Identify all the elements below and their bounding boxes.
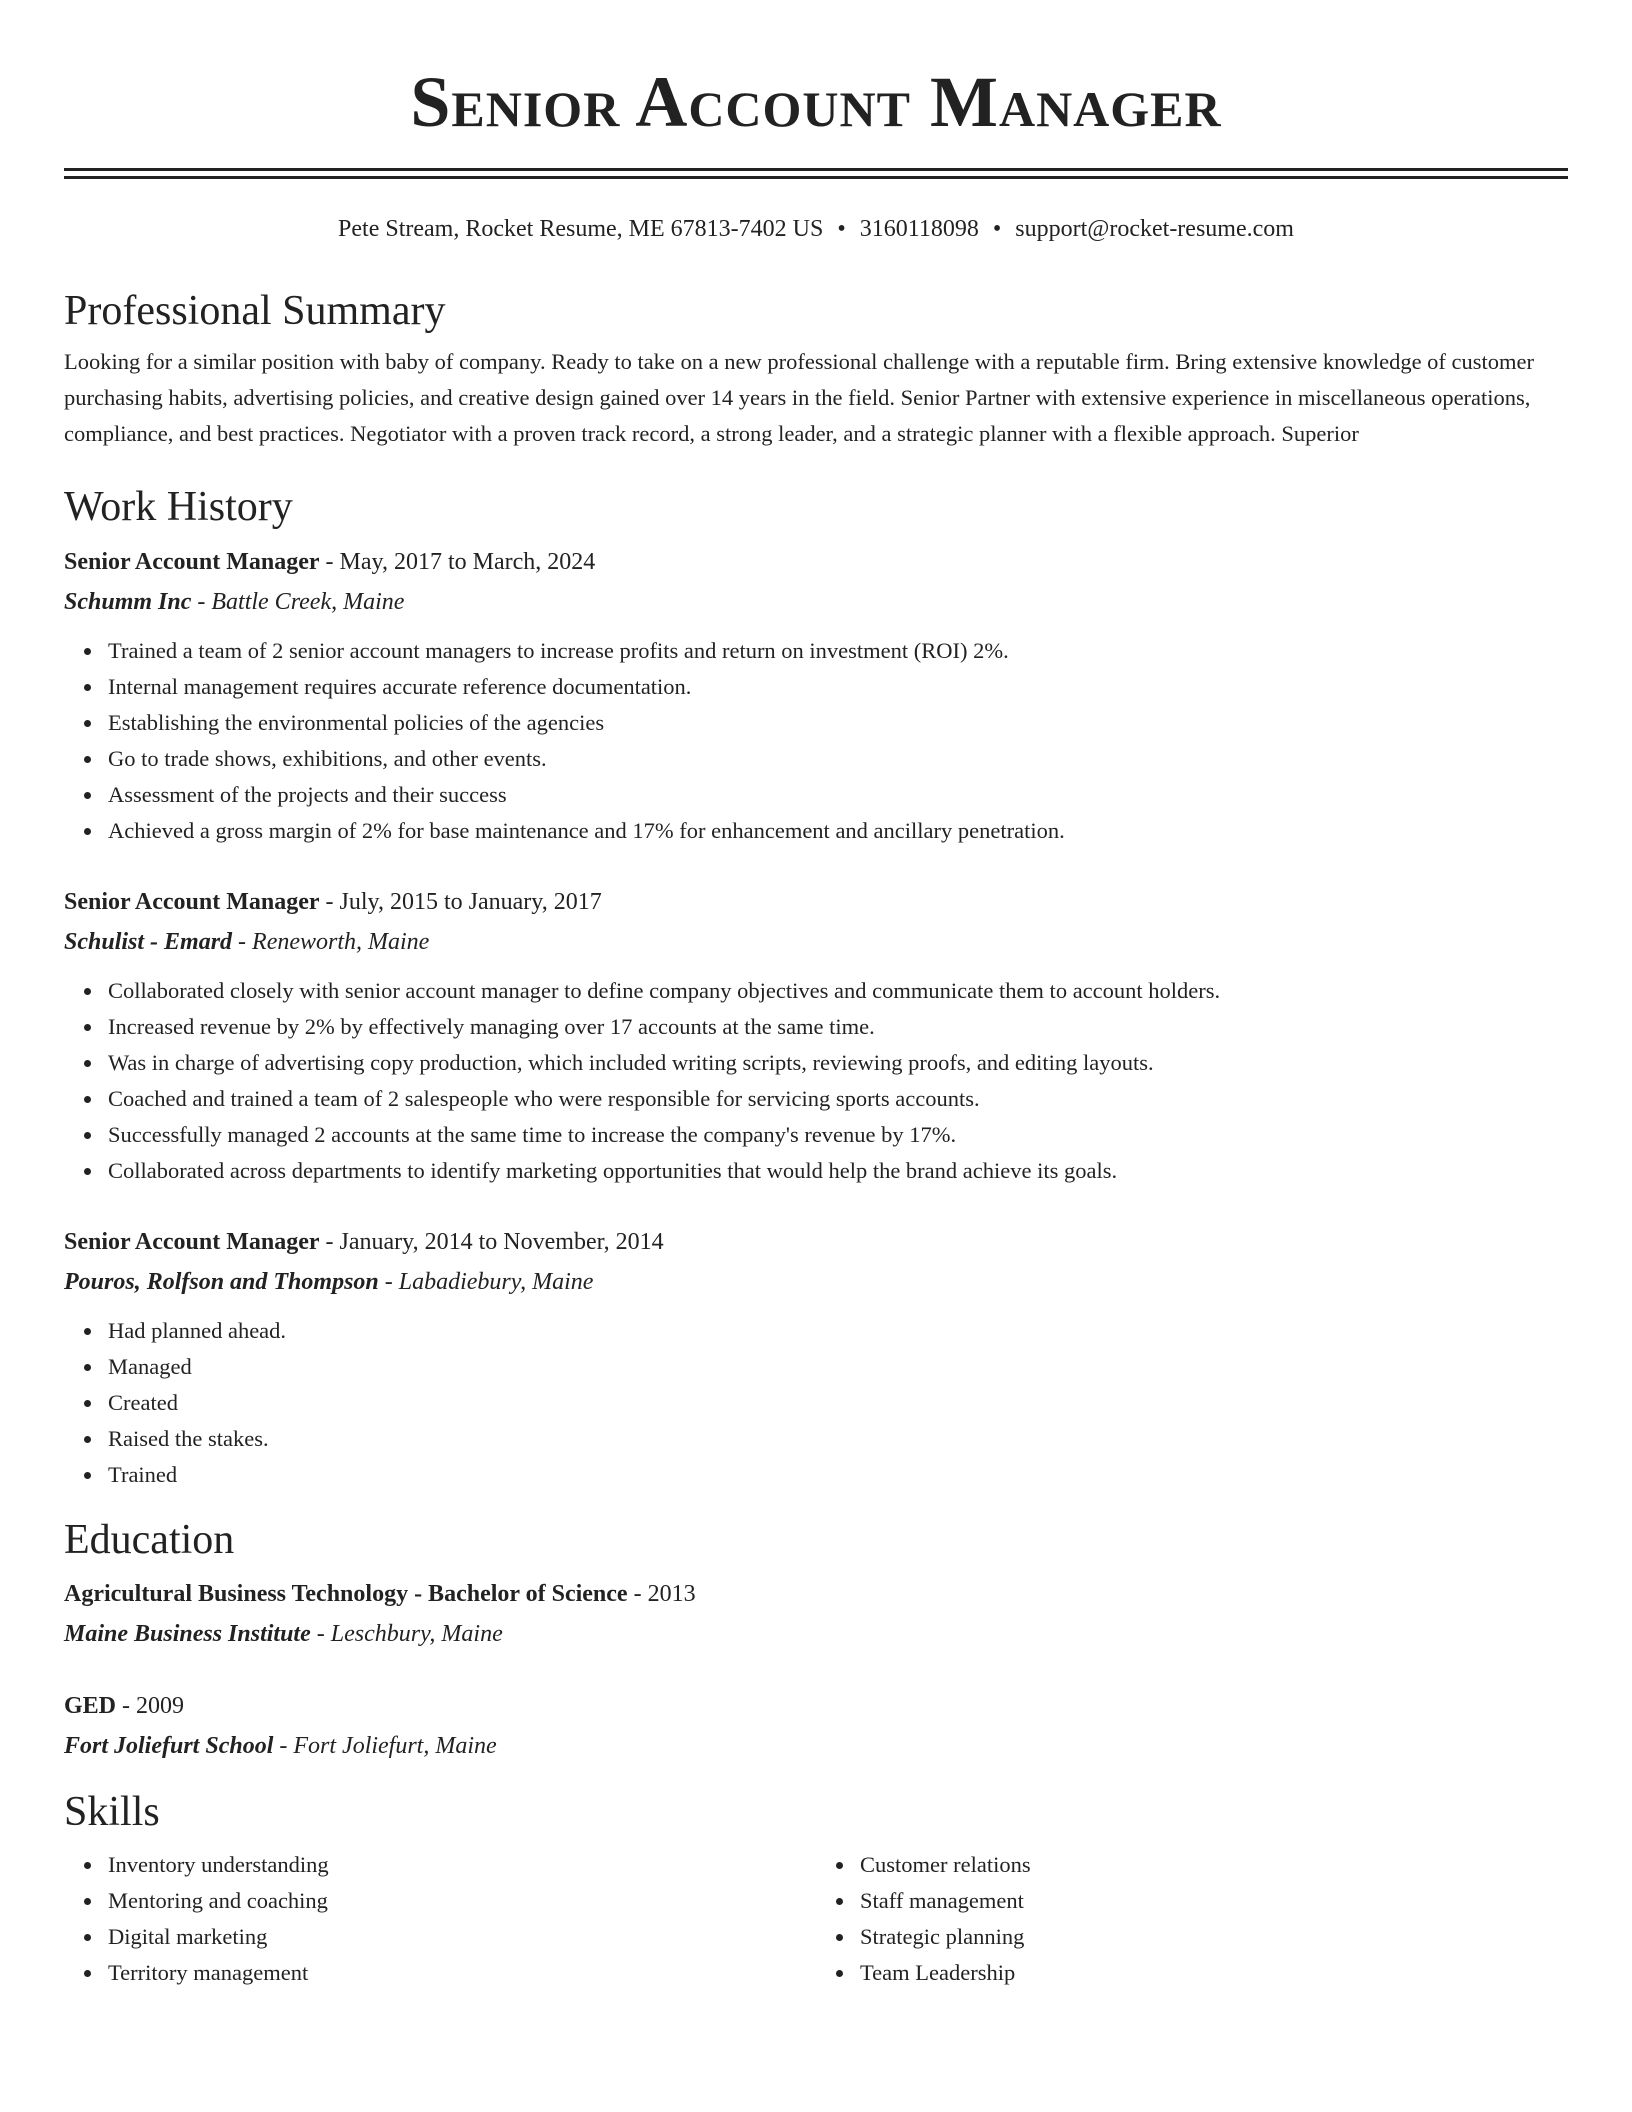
job-title-line	[64, 543, 1568, 581]
job-employer-line	[64, 1263, 1568, 1301]
skill-item: Customer relations	[860, 1847, 1568, 1883]
contact-email: support@rocket-resume.com	[1015, 216, 1294, 242]
job-location: - Battle Creek, Maine	[191, 588, 405, 615]
contact-separator: •	[837, 216, 846, 242]
school-location: - Leschbury, Maine	[310, 1620, 503, 1647]
list-item: Collaborated closely with senior account manager to define company objectives and communicate them to account holders.	[108, 973, 1568, 1009]
list-item: Had planned ahead.	[108, 1313, 1568, 1349]
skills-left-column	[64, 1847, 816, 1991]
job-dates: - May, 2017 to March, 2024	[319, 548, 596, 575]
job-employer-line	[64, 583, 1568, 621]
education-entry	[64, 1687, 1568, 1765]
contact-line	[64, 215, 1568, 244]
resume-page	[64, 0, 1568, 1991]
job-dates: - January, 2014 to November, 2014	[319, 1228, 664, 1255]
skill-item: Inventory understanding	[108, 1847, 816, 1883]
job-bullets	[64, 633, 1568, 849]
school-line	[64, 1615, 1568, 1653]
school-location: - Fort Joliefurt, Maine	[273, 1732, 497, 1759]
title-divider-bottom	[64, 176, 1568, 179]
contact-phone: 3160118098	[859, 216, 979, 242]
summary-text: Looking for a similar position with baby of company. Ready to take on a new professional challenge with a reputable firm. Bring extensive knowledge of customer purchasing habits, advertising policies, and creative design gained over 14 years in the field. Senior Partner with extensive experience in miscellaneous operations, compliance, and best practices. Negotiator with a proven track record, a strong leader, and a strategic planner with a flexible approach. Superior	[64, 349, 1535, 447]
contact-separator: •	[992, 216, 1002, 242]
school-line	[64, 1727, 1568, 1765]
graduation-year: - 2009	[116, 1692, 185, 1719]
job-title: Senior Account Manager	[64, 888, 320, 915]
school-name: Maine Business Institute	[64, 1620, 311, 1647]
list-item: Was in charge of advertising copy production, which included writing scripts, reviewing proofs, and editing layouts.	[108, 1045, 1568, 1081]
skill-item: Mentoring and coaching	[108, 1883, 816, 1919]
page-title: Senior Account Manager	[410, 62, 1222, 142]
job-title: Senior Account Manager	[64, 548, 320, 575]
list-item: Trained a team of 2 senior account managers to increase profits and return on investment (ROI) 2%.	[108, 633, 1568, 669]
list-item: Trained	[108, 1457, 1568, 1493]
job-company: Pouros, Rolfson and Thompson	[64, 1268, 379, 1295]
list-item: Go to trade shows, exhibitions, and other events.	[108, 741, 1568, 777]
skill-item: Strategic planning	[860, 1919, 1568, 1955]
degree-line	[64, 1687, 1568, 1725]
job-company: Schulist - Emard	[64, 928, 233, 955]
skills-right-column	[816, 1847, 1568, 1991]
work-history-heading: Work History	[64, 484, 293, 531]
title-divider-top	[64, 168, 1568, 171]
list-item: Collaborated across departments to identify marketing opportunities that would help the brand achieve its goals.	[108, 1153, 1568, 1189]
list-item: Successfully managed 2 accounts at the same time to increase the company's revenue by 17%.	[108, 1117, 1568, 1153]
job-company: Schumm Inc	[64, 588, 192, 615]
list-item: Raised the stakes.	[108, 1421, 1568, 1457]
job-title-line	[64, 883, 1568, 921]
summary-heading: Professional Summary	[64, 287, 446, 334]
skills-columns	[64, 1847, 1568, 1991]
degree-line	[64, 1575, 1568, 1613]
job-location: - Reneworth, Maine	[232, 928, 430, 955]
job-entry	[64, 883, 1568, 1189]
list-item: Increased revenue by 2% by effectively managing over 17 accounts at the same time.	[108, 1009, 1568, 1045]
degree: GED	[64, 1692, 117, 1719]
degree: Agricultural Business Technology - Bachelor of Science	[64, 1580, 628, 1607]
job-bullets	[64, 1313, 1568, 1493]
job-employer-line	[64, 923, 1568, 961]
job-entry	[64, 543, 1568, 849]
skills-heading: Skills	[64, 1788, 160, 1835]
graduation-year: - 2013	[627, 1580, 696, 1607]
list-item: Managed	[108, 1349, 1568, 1385]
education-heading: Education	[64, 1516, 235, 1563]
list-item: Internal management requires accurate reference documentation.	[108, 669, 1568, 705]
contact-address: Pete Stream, Rocket Resume, ME 67813-7402 US	[338, 216, 824, 242]
list-item: Assessment of the projects and their success	[108, 777, 1568, 813]
school-name: Fort Joliefurt School	[64, 1732, 274, 1759]
job-dates: - July, 2015 to January, 2017	[319, 888, 602, 915]
list-item: Establishing the environmental policies of the agencies	[108, 705, 1568, 741]
skill-item: Territory management	[108, 1955, 816, 1991]
skill-item: Staff management	[860, 1883, 1568, 1919]
job-bullets	[64, 973, 1568, 1189]
job-location: - Labadiebury, Maine	[378, 1268, 594, 1295]
list-item: Achieved a gross margin of 2% for base maintenance and 17% for enhancement and ancillary penetration.	[108, 813, 1568, 849]
job-title-line	[64, 1223, 1568, 1261]
job-entry	[64, 1223, 1568, 1493]
education-entry	[64, 1575, 1568, 1653]
skill-item: Digital marketing	[108, 1919, 816, 1955]
list-item: Created	[108, 1385, 1568, 1421]
skill-item: Team Leadership	[860, 1955, 1568, 1991]
job-title: Senior Account Manager	[64, 1228, 320, 1255]
list-item: Coached and trained a team of 2 salespeople who were responsible for servicing sports accounts.	[108, 1081, 1568, 1117]
